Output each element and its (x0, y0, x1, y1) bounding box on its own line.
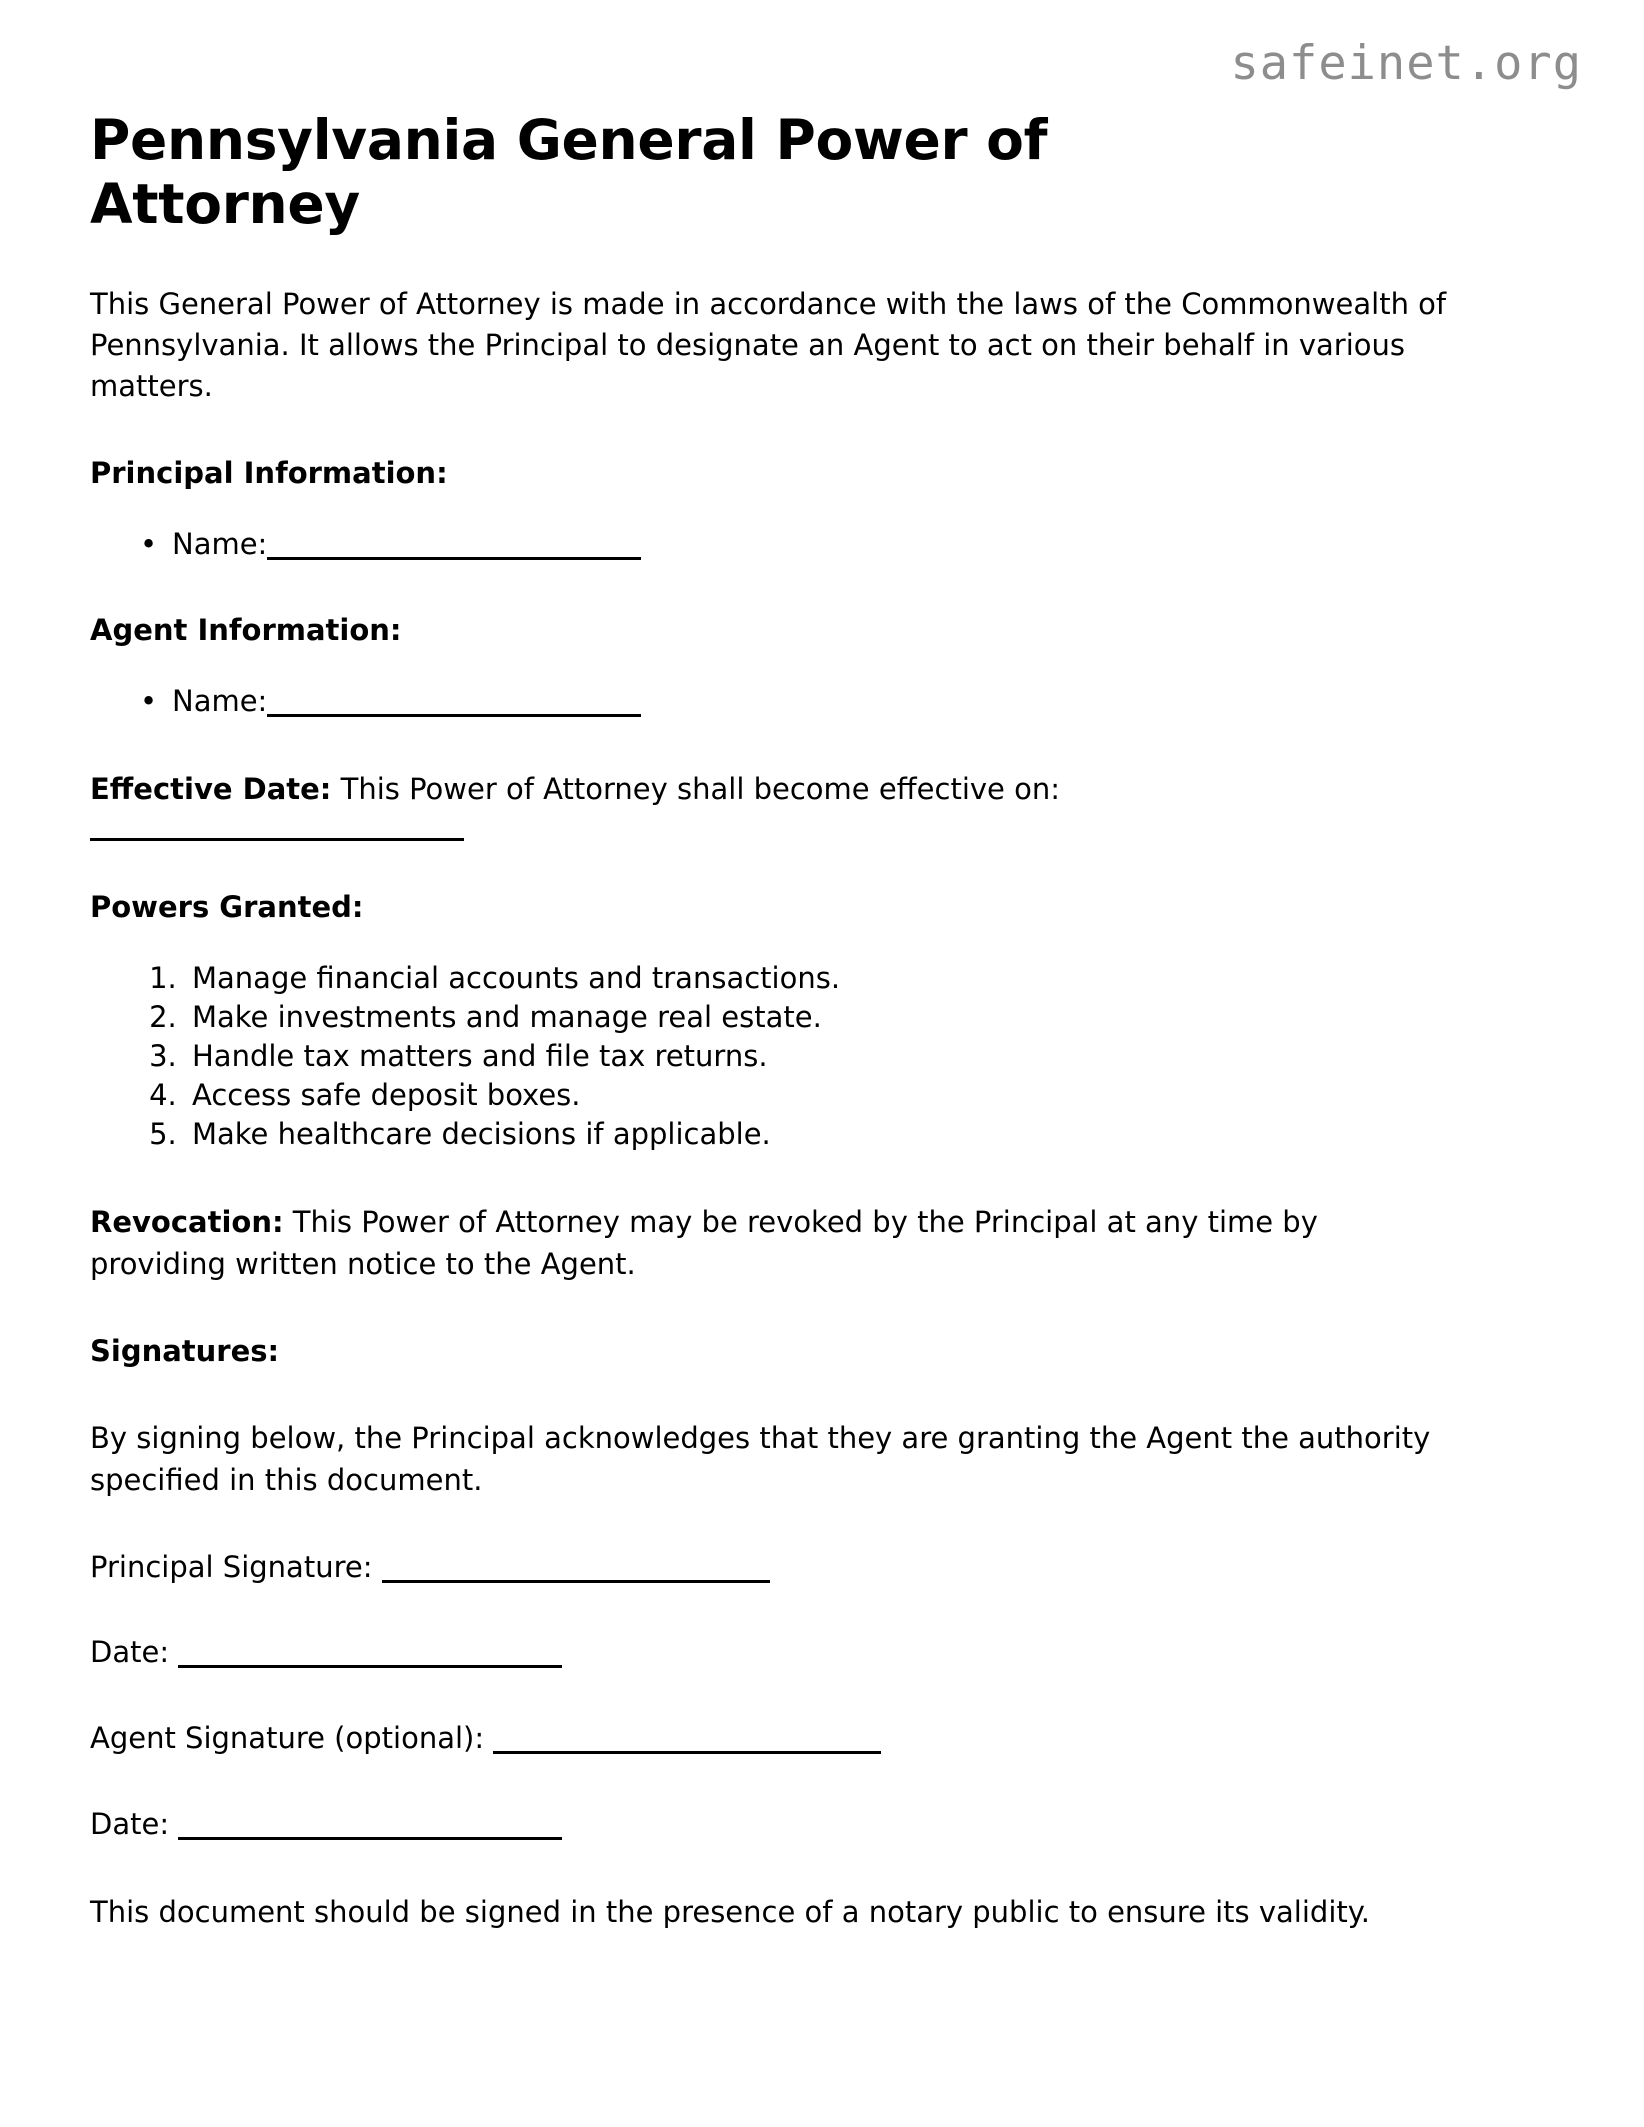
agent-date-row (90, 1806, 1490, 1844)
agent-name-label: Name: (172, 683, 268, 718)
principal-fields-list (90, 525, 1490, 564)
document-body (90, 108, 1490, 1933)
agent-date-label: Date: (90, 1806, 170, 1841)
principal-name-input[interactable] (267, 557, 641, 560)
principal-information-heading: Principal Information: (90, 456, 448, 491)
effective-date-field-row (90, 820, 1490, 841)
list-item: 2. Make investments and manage real estate. (186, 998, 1490, 1037)
principal-signature-input[interactable] (382, 1580, 770, 1583)
principal-date-row (90, 1634, 1490, 1672)
signature-acknowledgement: By signing below, the Principal acknowledges that they are granting the Agent the authority specified in this document. (90, 1421, 1431, 1497)
list-item: 5. Make healthcare decisions if applicable. (186, 1115, 1490, 1154)
agent-date-input[interactable] (178, 1837, 562, 1840)
agent-signature-input[interactable] (493, 1751, 881, 1754)
effective-date-text: This Power of Attorney shall become effective on: (340, 771, 1060, 806)
intro-paragraph: This General Power of Attorney is made in accordance with the laws of the Commonwealth of Pennsylvania. It allows the Principal to designate an Agent to act on their behalf in various matters. (90, 286, 1447, 404)
powers-granted-list (90, 959, 1490, 1155)
powers-granted-heading: Powers Granted: (90, 890, 364, 925)
list-item: 4. Access safe deposit boxes. (186, 1076, 1490, 1115)
principal-signature-row (90, 1549, 1490, 1587)
agent-signature-row (90, 1720, 1490, 1758)
page-title: Pennsylvania General Power of Attorney (90, 108, 1048, 237)
list-item: 1. Manage financial accounts and transactions. (186, 959, 1490, 998)
agent-signature-label: Agent Signature (optional): (90, 1721, 485, 1756)
notary-note: This document should be signed in the presence of a notary public to ensure its validity. (90, 1894, 1371, 1929)
agent-fields-list (90, 682, 1490, 721)
agent-information-heading: Agent Information: (90, 613, 402, 648)
effective-date-input[interactable] (90, 838, 464, 841)
site-watermark: safeinet.org (1230, 36, 1582, 91)
effective-date-paragraph (90, 769, 1458, 810)
principal-signature-label: Principal Signature: (90, 1549, 373, 1584)
agent-name-input[interactable] (267, 714, 641, 717)
principal-date-label: Date: (90, 1635, 170, 1670)
list-item: 3. Handle tax matters and file tax returns. (186, 1037, 1490, 1076)
signatures-heading: Signatures: (90, 1333, 280, 1368)
principal-date-input[interactable] (178, 1665, 562, 1668)
revocation-paragraph (90, 1202, 1458, 1284)
revocation-label: Revocation: (90, 1205, 284, 1240)
list-item (172, 525, 1490, 564)
revocation-text: This Power of Attorney may be revoked by the Principal at any time by providing written notice to the Agent. (90, 1205, 1318, 1281)
principal-name-label: Name: (172, 526, 268, 561)
effective-date-label: Effective Date: (90, 771, 332, 806)
list-item (172, 682, 1490, 721)
